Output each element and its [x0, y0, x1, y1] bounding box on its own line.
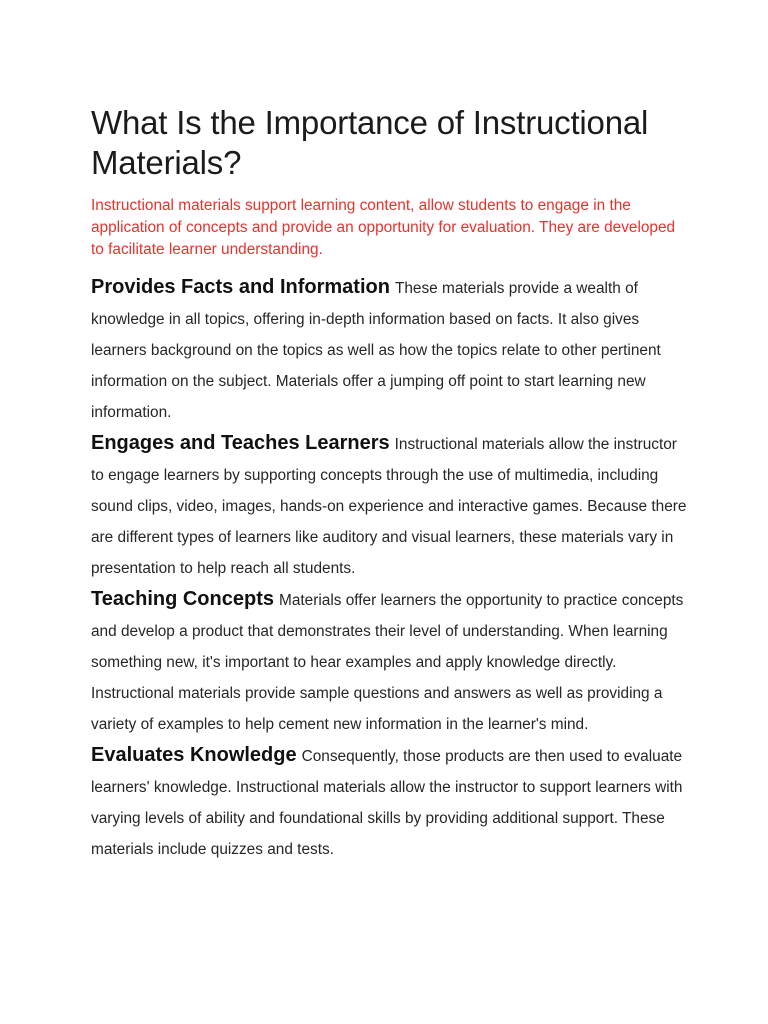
section-heading-engages: Engages and Teaches Learners [91, 432, 390, 454]
lead-paragraph: Instructional materials support learning content, allow students to engage in the application of concepts and provide an opportunity for evaluation. They are developed to facilitate learner understanding. [91, 197, 676, 258]
section-engages-teaches [91, 428, 691, 584]
section-facts-information [91, 272, 691, 428]
section-body-facts: These materials provide a wealth of knowledge in all topics, offering in-depth information based on facts. It also gives learners background on the topics as well as how the topics relate to other pertinent information on the subject. Materials offer a jumping off point to start learning new information. [91, 280, 661, 421]
section-heading-facts: Provides Facts and Information [91, 276, 390, 298]
section-heading-evaluates: Evaluates Knowledge [91, 744, 297, 766]
section-body-engages: Instructional materials allow the instructor to engage learners by supporting concepts through the use of multimedia, including sound clips, video, images, hands-on experience and interactive games. Because there are different types of learners like auditory and visual learners, these materials vary in presentation to help reach all students. [91, 436, 687, 577]
section-body-evaluates: Consequently, those products are then used to evaluate learners' knowledge. Instructional materials allow the instructor to support learners with varying levels of ability and foundational skills by providing additional support. These materials include quizzes and tests. [91, 748, 683, 858]
document-page [91, 103, 691, 865]
section-body-concepts: Materials offer learners the opportunity to practice concepts and develop a product that demonstrates their level of understanding. When learning something new, it's important to hear examples and apply knowledge directly. Instructional materials provide sample questions and answers as well as providing a variety of examples to help cement new information in the learner's mind. [91, 592, 684, 733]
section-heading-concepts: Teaching Concepts [91, 588, 274, 610]
section-evaluates-knowledge [91, 740, 691, 865]
section-teaching-concepts [91, 584, 691, 740]
page-title: What Is the Importance of Instructional Materials? [91, 104, 649, 181]
